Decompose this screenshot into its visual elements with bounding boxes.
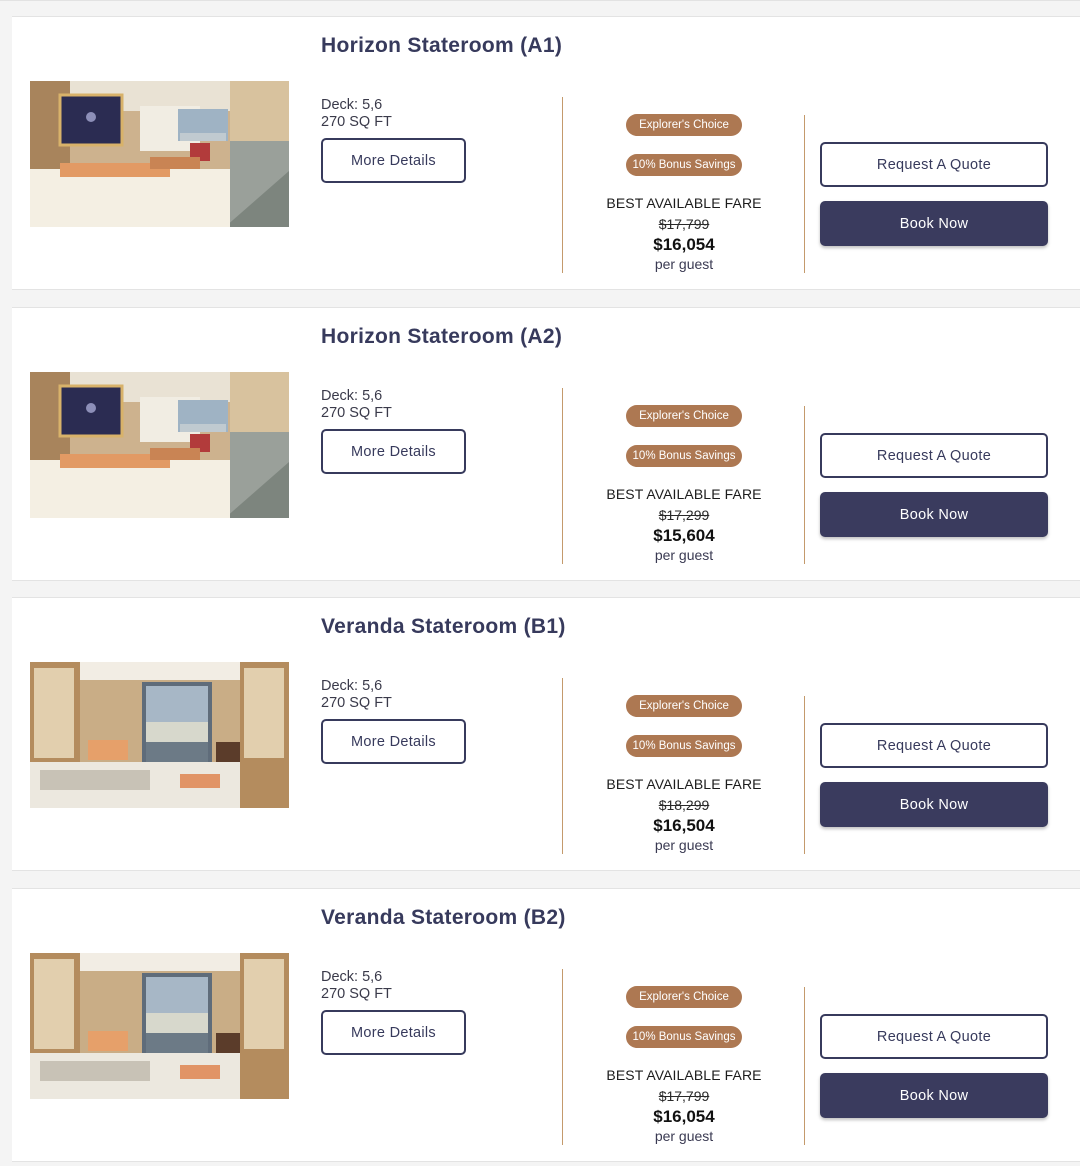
stateroom-card — [12, 888, 1080, 1162]
size-info: 270 SQ FT — [321, 695, 392, 711]
stateroom-photo[interactable] — [30, 81, 289, 227]
deck-info: Deck: 5,6 — [321, 388, 383, 404]
more-details-button[interactable]: More Details — [321, 138, 466, 183]
size-info: 270 SQ FT — [321, 986, 392, 1002]
book-now-button[interactable]: Book Now — [820, 201, 1048, 246]
bonus-savings-badge: 10% Bonus Savings — [626, 735, 742, 757]
divider — [562, 969, 563, 1145]
book-now-button[interactable]: Book Now — [820, 492, 1048, 537]
divider — [562, 388, 563, 564]
more-details-button[interactable]: More Details — [321, 1010, 466, 1055]
stateroom-card — [12, 16, 1080, 290]
stateroom-photo[interactable] — [30, 953, 289, 1099]
divider — [804, 987, 805, 1145]
stateroom-title: Horizon Stateroom (A1) — [321, 34, 563, 57]
fare-price: $16,054 — [653, 235, 715, 254]
stateroom-title: Veranda Stateroom (B1) — [321, 615, 566, 638]
stateroom-photo[interactable] — [30, 662, 289, 808]
divider — [804, 406, 805, 564]
bonus-savings-badge: 10% Bonus Savings — [626, 1026, 742, 1048]
bonus-savings-badge: 10% Bonus Savings — [626, 445, 742, 467]
explorers-choice-badge: Explorer's Choice — [626, 695, 742, 717]
stateroom-card — [12, 307, 1080, 581]
fare-label: BEST AVAILABLE FARE — [606, 776, 762, 792]
stateroom-title: Veranda Stateroom (B2) — [321, 906, 566, 929]
book-now-button[interactable]: Book Now — [820, 1073, 1048, 1118]
original-price: $17,799 — [658, 216, 710, 232]
divider — [804, 115, 805, 273]
divider — [562, 678, 563, 854]
deck-info: Deck: 5,6 — [321, 678, 383, 694]
stateroom-card — [12, 597, 1080, 871]
divider — [804, 696, 805, 854]
per-guest-label: per guest — [654, 256, 714, 272]
request-quote-button[interactable]: Request A Quote — [820, 1014, 1048, 1059]
fare-label: BEST AVAILABLE FARE — [606, 195, 762, 211]
request-quote-button[interactable]: Request A Quote — [820, 142, 1048, 187]
explorers-choice-badge: Explorer's Choice — [626, 405, 742, 427]
request-quote-button[interactable]: Request A Quote — [820, 433, 1048, 478]
original-price: $17,799 — [658, 1088, 710, 1104]
deck-info: Deck: 5,6 — [321, 969, 383, 985]
size-info: 270 SQ FT — [321, 405, 392, 421]
more-details-button[interactable]: More Details — [321, 429, 466, 474]
original-price: $17,299 — [658, 507, 710, 523]
deck-info: Deck: 5,6 — [321, 97, 383, 113]
divider — [562, 97, 563, 273]
book-now-button[interactable]: Book Now — [820, 782, 1048, 827]
more-details-button[interactable]: More Details — [321, 719, 466, 764]
original-price: $18,299 — [658, 797, 710, 813]
per-guest-label: per guest — [654, 837, 714, 853]
size-info: 270 SQ FT — [321, 114, 392, 130]
explorers-choice-badge: Explorer's Choice — [626, 114, 742, 136]
fare-price: $16,054 — [653, 1107, 715, 1126]
top-border — [0, 0, 1080, 1]
explorers-choice-badge: Explorer's Choice — [626, 986, 742, 1008]
per-guest-label: per guest — [654, 547, 714, 563]
fare-label: BEST AVAILABLE FARE — [606, 486, 762, 502]
fare-price: $15,604 — [653, 526, 715, 545]
fare-price: $16,504 — [653, 816, 715, 835]
request-quote-button[interactable]: Request A Quote — [820, 723, 1048, 768]
fare-label: BEST AVAILABLE FARE — [606, 1067, 762, 1083]
per-guest-label: per guest — [654, 1128, 714, 1144]
stateroom-title: Horizon Stateroom (A2) — [321, 325, 563, 348]
stateroom-photo[interactable] — [30, 372, 289, 518]
bonus-savings-badge: 10% Bonus Savings — [626, 154, 742, 176]
